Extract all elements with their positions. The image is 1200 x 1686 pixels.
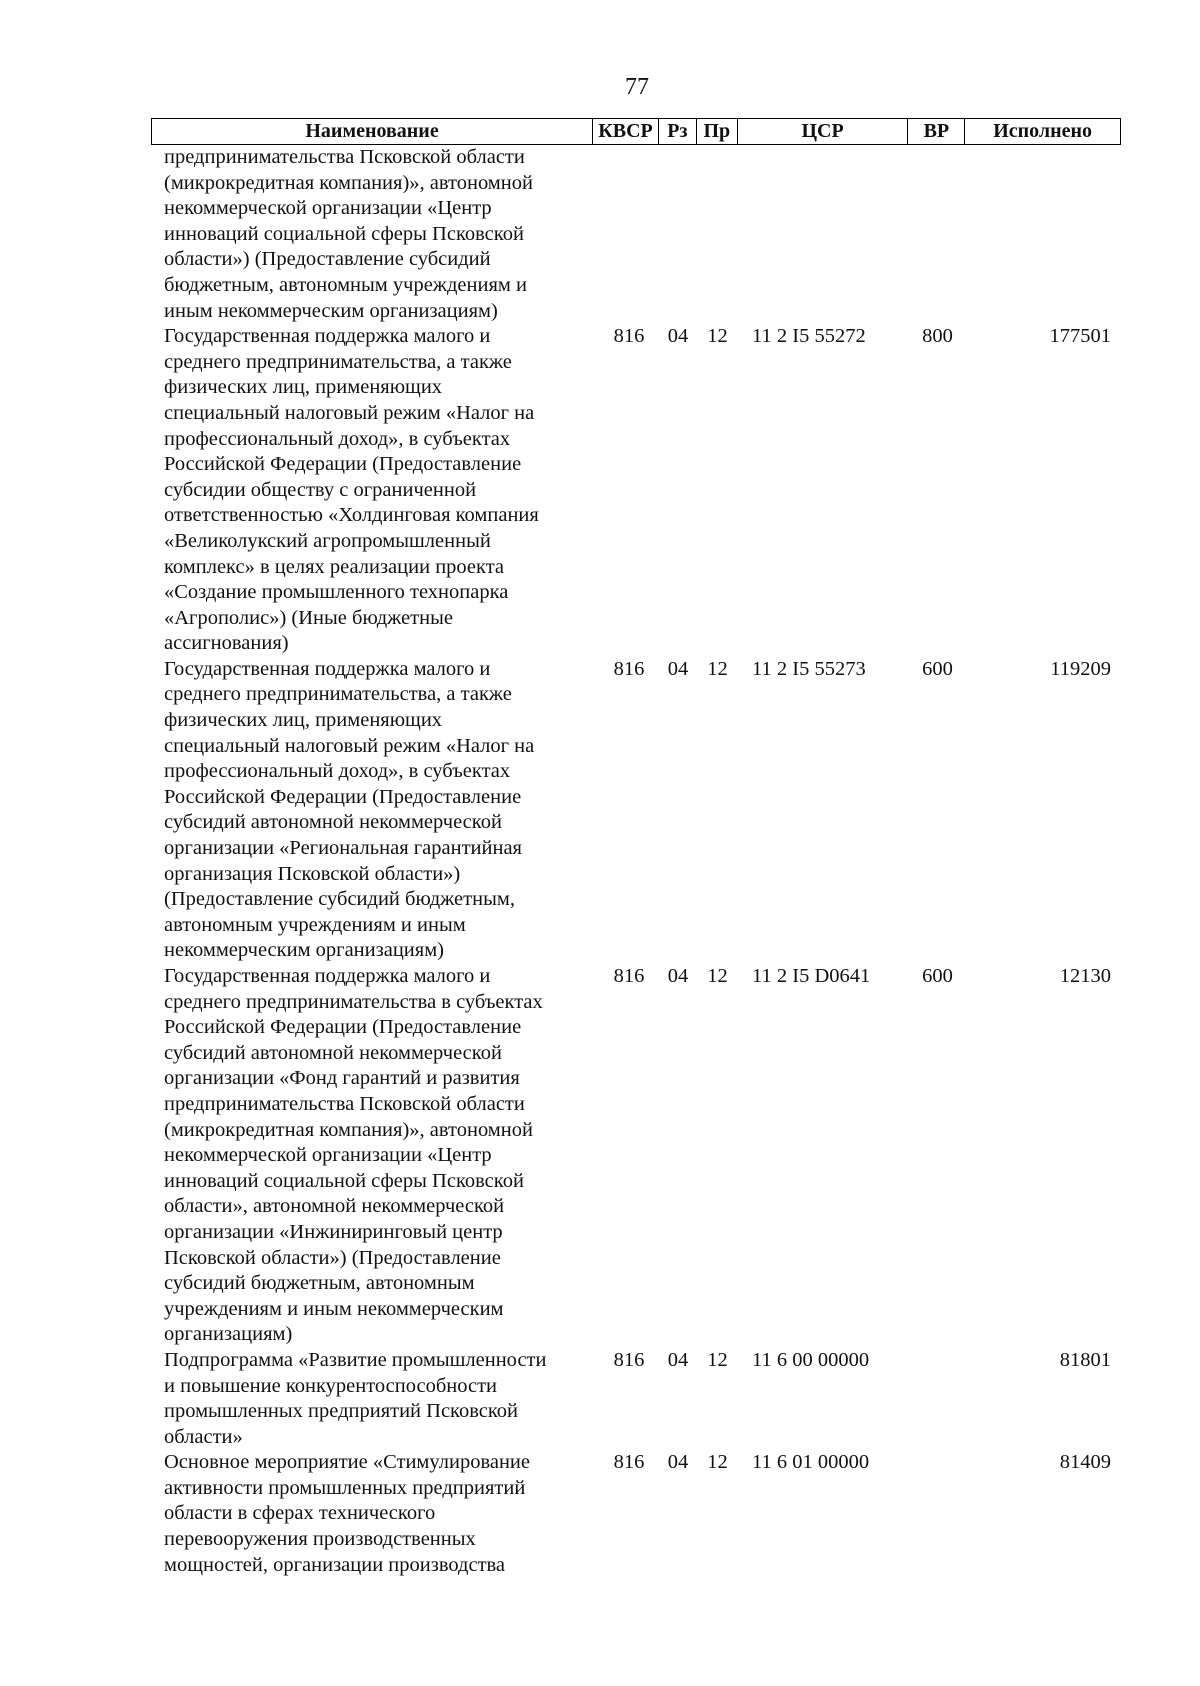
row-name: Государственная поддержка малого и среднего предпринимательства в субъектах Российской Федерации (Предоставление субсидий автономной некоммерческой организации «Фонд гарантий и развития предпринимательства Псковской области (микрокредитная компания)», автономной некоммерческой организации «Центр инноваций социальной сферы Псковской области», автономной некоммерческой организации «Инжиниринговый центр Псковской области») (Предоставление субсидий бюджетным, автономным учреждениям и иным некоммерческим организациям) <box>164 965 543 1346</box>
row-pr: 12 <box>707 657 728 680</box>
row-rz: 04 <box>667 325 689 348</box>
row-vr: 600 <box>922 965 953 987</box>
row-pr <box>697 145 738 324</box>
row-pr: 12 <box>707 965 728 987</box>
row-vr <box>909 1348 966 1450</box>
row-name: Государственная поддержка малого и среднего предпринимательства, а также физических лиц, применяющих специальный налоговый режим «Налог на профессиональный доход», в субъектах Российской Федерации (Предоставление субсидий автономной некоммерческой организации «Региональная гарантийная организация Псковской области») (Предоставление субсидий бюджетным, автономным учреждениям и иным некоммерческим организациям) <box>164 657 535 962</box>
row-pr: 12 <box>707 1348 728 1371</box>
table-row <box>151 324 1121 657</box>
header-kvsr: КВСР <box>593 119 659 144</box>
table-row <box>151 1348 1121 1450</box>
row-rz <box>659 145 697 324</box>
row-kvsr <box>593 145 659 324</box>
row-vr: 800 <box>922 325 953 348</box>
header-name: Наименование <box>152 119 593 144</box>
header-csr: ЦСР <box>738 119 909 144</box>
row-executed: 177501 <box>1049 325 1111 348</box>
table-row <box>151 145 1121 324</box>
row-name: Государственная поддержка малого и среднего предпринимательства, а также физических лиц, применяющих специальный налоговый режим «Налог на профессиональный доход», в субъектах Российской Федерации (Предоставление субсидии обществу с ограниченной ответственностью «Холдинговая компания «Великолукский агропромышленный комплекс» в целях реализации проекта «Создание промышленного технопарка «Агрополис») (Иные бюджетные ассигнования) <box>164 325 539 655</box>
row-executed: 81801 <box>1059 1348 1111 1371</box>
row-csr: 11 6 00 00000 <box>752 1348 870 1371</box>
row-executed: 119209 <box>1050 657 1111 680</box>
row-vr: 600 <box>922 657 953 680</box>
row-executed <box>966 145 1121 324</box>
row-rz: 04 <box>667 657 689 680</box>
row-executed: 12130 <box>1059 965 1111 987</box>
row-vr <box>909 1450 966 1578</box>
table-row <box>151 964 1121 1348</box>
table-row <box>151 657 1121 964</box>
row-rz: 04 <box>667 1451 689 1474</box>
row-kvsr: 816 <box>613 1348 645 1371</box>
row-csr: 11 2 I5 55272 <box>752 325 866 348</box>
row-pr: 12 <box>707 1451 728 1474</box>
row-kvsr: 816 <box>613 325 645 348</box>
row-kvsr: 816 <box>613 657 645 680</box>
row-name: Подпрограмма «Развитие промышленности и повышение конкурентоспособности промышленных предприятий Псковской области» <box>164 1348 547 1448</box>
table-row <box>151 1450 1121 1578</box>
table-body <box>151 145 1121 1578</box>
row-name: предпринимательства Псковской области (микрокредитная компания)», автономной некоммерческой организации «Центр инноваций социальной сферы Псковской области») (Предоставление субсидий бюджетным, автономным учреждениям и иным некоммерческим организациям) <box>164 146 533 322</box>
header-vr: ВР <box>908 119 965 144</box>
header-pr: Пр <box>697 119 738 144</box>
row-rz: 04 <box>667 1348 689 1371</box>
row-csr: 11 2 I5 55273 <box>752 657 866 680</box>
budget-table <box>151 118 1121 1578</box>
row-kvsr: 816 <box>613 965 645 987</box>
row-rz: 04 <box>667 965 689 987</box>
header-rz: Рз <box>659 119 697 144</box>
table-header <box>151 118 1121 145</box>
row-vr <box>909 145 966 324</box>
row-kvsr: 816 <box>613 1451 645 1474</box>
row-executed: 81409 <box>1059 1451 1111 1474</box>
row-name: Основное мероприятие «Стимулирование активности промышленных предприятий области в сферах технического перевооружения производственных мощностей, организации производства <box>164 1451 530 1576</box>
row-csr <box>738 145 909 324</box>
row-csr: 11 6 01 00000 <box>752 1451 870 1474</box>
row-pr: 12 <box>707 325 728 348</box>
header-executed: Исполнено <box>993 120 1093 142</box>
row-csr: 11 2 I5 D0641 <box>752 965 871 987</box>
page-number: 77 <box>625 74 649 100</box>
